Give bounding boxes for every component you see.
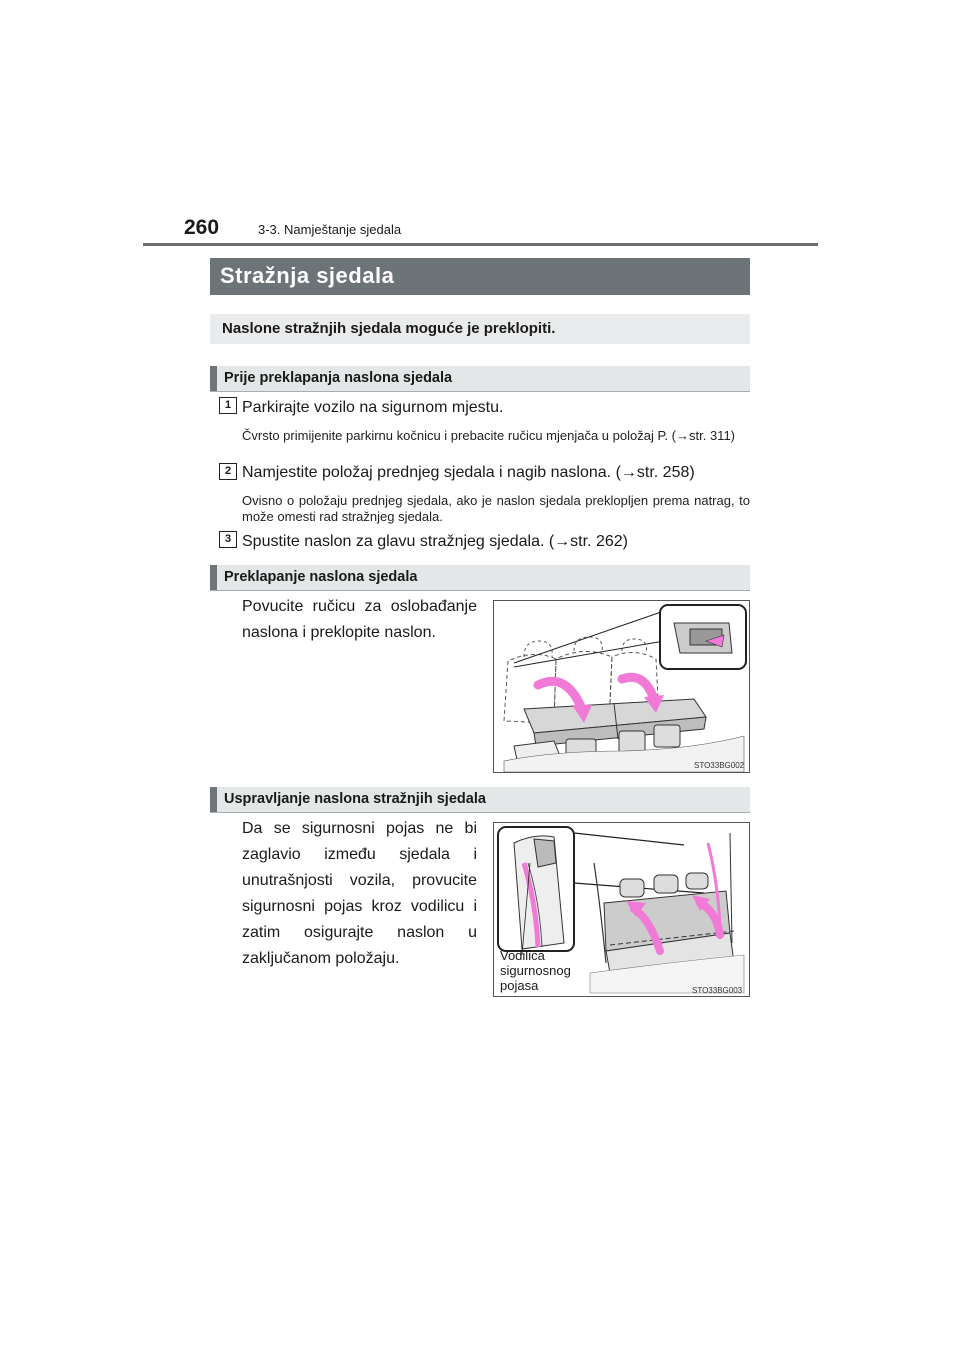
section-label: 3-3. Namještanje sjedala: [258, 222, 402, 237]
seatbelt-guide-callout: Vodilica sigurnosnog pojasa: [500, 948, 571, 993]
step-1-note: Čvrsto primijenite parkirnu kočnicu i prebacite ručicu mjenjača u položaj P. (→str. 311): [242, 428, 736, 443]
returning-instructions: Da se sigurnosni pojas ne bi zaglavio između sjedala i unutrašnjosti vozila, provucite sigurnosni pojas kroz vodilicu i zatim osigurajte naslon u zaključanom položaju.: [242, 820, 477, 967]
subheading-text: Uspravljanje naslona stražnjih sjedala: [224, 791, 486, 807]
step-2-note: Ovisno o položaju prednjeg sjedala, ako je naslon sjedala preklopljen prema natrag, to može omesti rad stražnjeg sjedala.: [242, 493, 750, 524]
subheading-bar: [210, 787, 217, 812]
subheading-bar: [210, 565, 217, 590]
page-title: Stražnja sjedala: [220, 263, 395, 288]
figure-returning-seatback: [493, 822, 750, 997]
subheading-text: Prije preklapanja naslona sjedala: [224, 370, 453, 386]
subheading-returning: [210, 787, 750, 813]
subheading-before-folding: [210, 366, 750, 392]
step-number-1: 1: [219, 397, 237, 414]
step-1-text: Parkirajte vozilo na sigurnom mjestu.: [242, 399, 504, 416]
subheading-bar: [210, 366, 217, 391]
figure-folding-seatback: [493, 600, 750, 773]
header-rule: [143, 243, 818, 246]
step-number-2: 2: [219, 463, 237, 480]
page-number: 260: [184, 216, 220, 239]
intro-text: Naslone stražnjih sjedala moguće je preklopiti.: [222, 320, 556, 337]
figure-code-1: STO33BG002: [694, 761, 745, 770]
folding-instructions: Povucite ručicu za oslobađanje naslona i preklopite naslon.: [242, 598, 477, 641]
title-bar: [210, 258, 750, 295]
step-3-text: Spustite naslon za glavu stražnjeg sjedala. (→str. 262): [242, 533, 628, 550]
step-number-3: 3: [219, 531, 237, 548]
figure-code-2: STO33BG003: [692, 986, 743, 995]
folding-seatback-illustration: [494, 601, 749, 772]
subheading-folding: [210, 565, 750, 591]
subheading-text: Preklapanje naslona sjedala: [224, 569, 418, 585]
step-2-text: Namjestite položaj prednjeg sjedala i nagib naslona. (→str. 258): [242, 464, 695, 481]
intro-box: [210, 314, 750, 344]
